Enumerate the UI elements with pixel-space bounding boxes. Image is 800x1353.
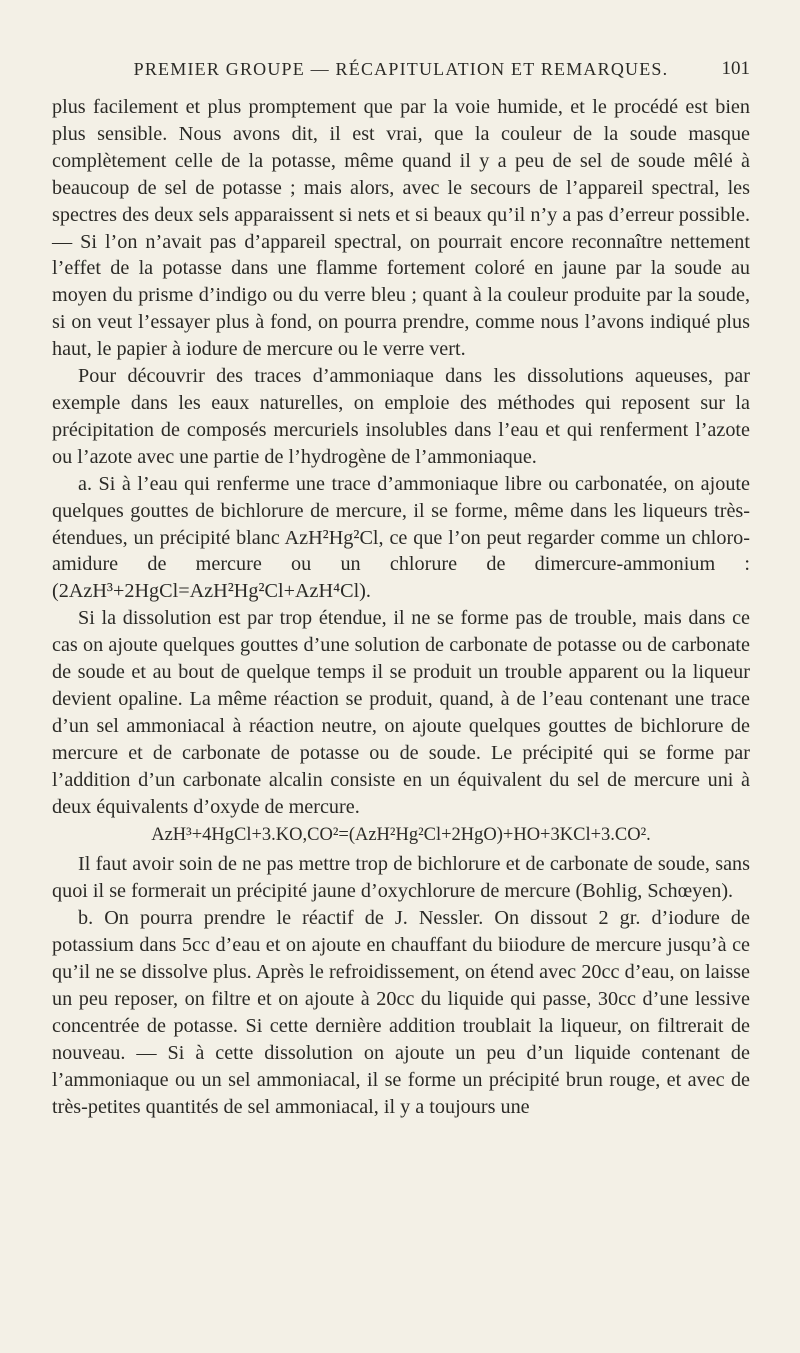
- running-title: PREMIER GROUPE — RÉCAPITULATION ET REMARQUES.: [133, 59, 669, 79]
- paragraph-caution: Il faut avoir soin de ne pas mettre trop de bichlorure et de carbonate de soude, sans quoi il se formerait un précipité jaune d’oxychlorure de mercure (Bohlig, Schœyen).: [52, 853, 750, 903]
- paragraph-continuation: plus facilement et plus promptement que par la voie humide, et le procédé est bien plus sensible. Nous avons dit, il est vrai, que la couleur de la soude masque complètement celle de la potasse, même quand il y a peu de sel de soude mêlé à beaucoup de sel de potasse ; mais alors, avec le secours de l’appareil spectral, les spectres des deux sels apparaissent si nets et si beaux qu’il n’y a pas d’erreur possible. — Si l’on n’avait pas d’appareil spectral, on pourrait encore reconnaître nettement l’effet de la potasse dans une flamme fortement coloré en jaune par la soude au moyen du prisme d’indigo ou du verre bleu ; quant à la couleur produite par la soude, si on veut l’essayer plus à fond, on pourra prendre, comme nous l’avons indiqué plus haut, le papier à iodure de mercure ou le verre vert.: [52, 96, 750, 361]
- running-header: [52, 52, 750, 86]
- body-text: [52, 94, 750, 1120]
- paragraph-ammonia-traces: Pour découvrir des traces d’ammoniaque dans les dissolutions aqueuses, par exemple dans les eaux naturelles, on emploie des méthodes qui reposent sur la précipitation de composés mercuriels insolubles dans l’eau et qui renferment l’azote ou l’azote avec une partie de l’hydrogène de l’ammoniaque.: [52, 365, 750, 468]
- page-number: 101: [721, 58, 750, 79]
- chemical-equation: AzH³+4HgCl+3.KO,CO²=(AzH²Hg²Cl+2HgO)+HO+3KCl+3.CO².: [151, 825, 651, 846]
- paragraph-method-b: b. On pourra prendre le réactif de J. Nessler. On dissout 2 gr. d’iodure de potassium dans 5cc d’eau et on ajoute en chauffant du biiodure de mercure jusqu’à ce qu’il ne se dissolve plus. Après le refroidissement, on étend avec 20cc d’eau, on laisse un peu reposer, on filtre et on ajoute à 20cc du liquide qui passe, 30cc d’une lessive concentrée de potasse. Si cette dernière addition troublait la liqueur, on filtrerait de nouveau. — Si à cette dissolution on ajoute un peu d’un liquide contenant de l’ammoniaque ou un sel ammoniacal, il se forme un précipité brun rouge, et avec de très-petites quantités de sel ammoniacal, il y a toujours une: [52, 907, 750, 1118]
- paragraph-method-a: a. Si à l’eau qui renferme une trace d’ammoniaque libre ou carbonatée, on ajoute quelques gouttes de bichlorure de mercure, il se forme, même dans les liqueurs très-étendues, un précipité blanc AzH²Hg²Cl, ce que l’on peut regarder comme un chloro-amidure de mercure ou un chlorure de dimercure-ammonium : (2AzH³+2HgCl=AzH²Hg²Cl+AzH⁴Cl).: [52, 472, 750, 603]
- paragraph-dilute-solution: Si la dissolution est par trop étendue, il ne se forme pas de trouble, mais dans ce cas on ajoute quelques gouttes d’une solution de carbonate de potasse ou de carbonate de soude et au bout de quelque temps il se produit un trouble apparent ou la liqueur devient opaline. La même réaction se produit, quand, à de l’eau contenant une trace d’un sel ammoniacal à réaction neutre, on ajoute quelques gouttes de bichlorure de mercure et de carbonate de potasse ou de soude. Le précipité qui se forme par l’addition d’un carbonate alcalin consiste en un équivalent du sel de mercure uni à deux équivalents d’oxyde de mercure.: [52, 607, 750, 818]
